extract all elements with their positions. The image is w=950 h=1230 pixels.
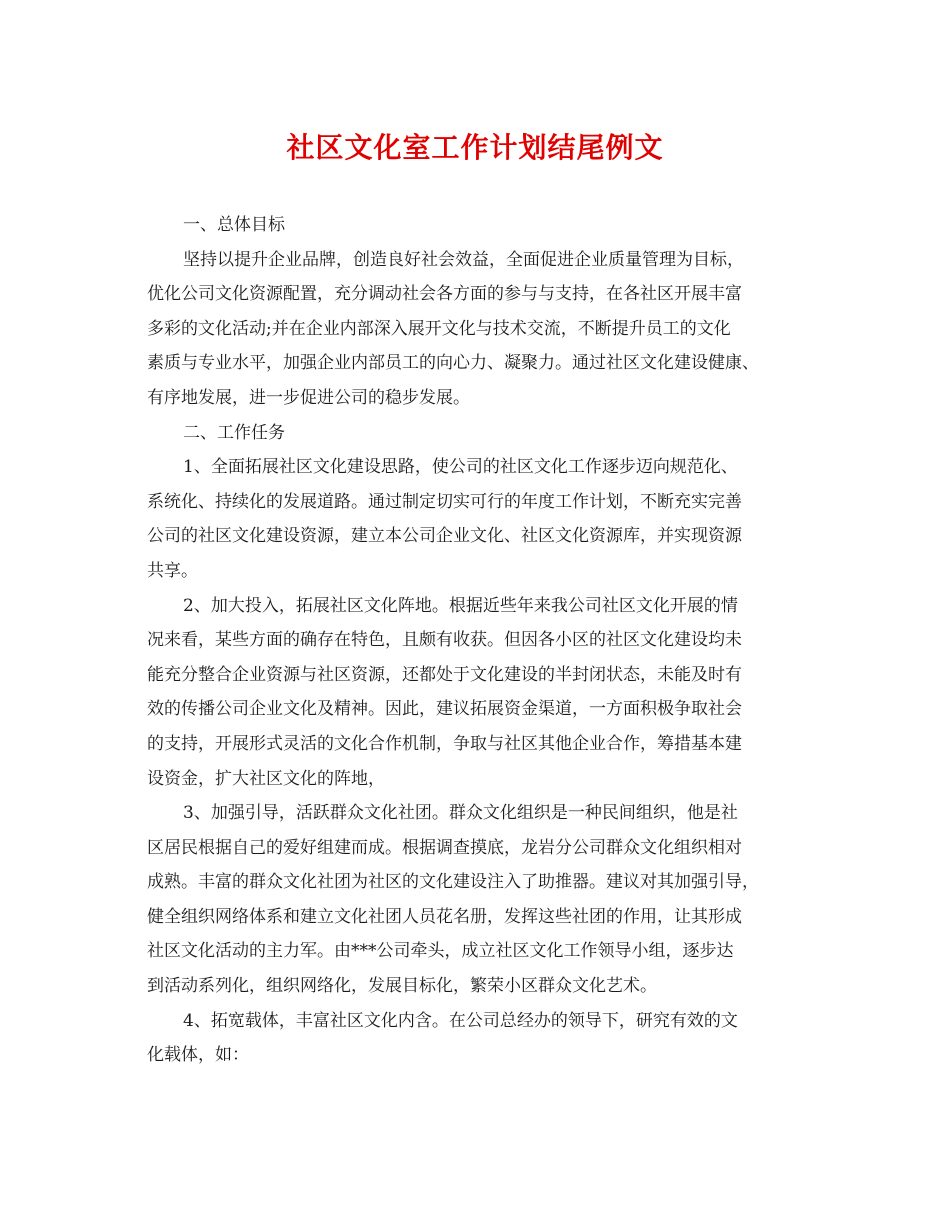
body-line: 一、总体目标	[183, 215, 285, 235]
body-line: 化载体，如：	[147, 1045, 249, 1066]
body-line: 素质与专业水平，加强企业内部员工的向心力、凝聚力。通过社区文化建设健康、	[147, 353, 759, 374]
body-line: 效的传播公司企业文化及精神。因此，建议拓展资金渠道，一方面积极争取社会	[147, 699, 742, 720]
body-line: 公司的社区文化建设资源，建立本公司企业文化、社区文化资源库，并实现资源	[147, 526, 742, 547]
body-line: 有序地发展，进一步促进公司的稳步发展。	[147, 387, 470, 408]
body-line: 系统化、持续化的发展道路。通过制定切实可行的年度工作计划，不断充实完善	[147, 491, 742, 512]
body-line: 成熟。丰富的群众文化社团为社区的文化建设注入了助推器。建议对其加强引导，	[147, 872, 759, 893]
document-body	[147, 208, 817, 1073]
body-line: 2、加大投入，拓展社区文化阵地。根据近些年来我公司社区文化开展的情	[183, 595, 738, 616]
body-line: 社区文化活动的主力军。由***公司牵头，成立社区文化工作领导小组，逐步达	[147, 941, 734, 962]
body-line: 能充分整合企业资源与社区资源，还都处于文化建设的半封闭状态，未能及时有	[147, 664, 742, 685]
body-line: 多彩的文化活动;并在企业内部深入展开文化与技术交流，不断提升员工的文化	[147, 318, 731, 339]
body-line: 4、拓宽载体，丰富社区文化内含。在公司总经办的领导下，研究有效的文	[183, 1010, 738, 1031]
body-line: 共享。	[147, 560, 198, 581]
document-title: 社区文化室工作计划结尾例文	[286, 131, 664, 164]
body-line: 3、加强引导，活跃群众文化社团。群众文化组织是一种民间组织，他是社	[183, 803, 738, 824]
body-line: 1、全面拓展社区文化建设思路，使公司的社区文化工作逐步迈向规范化、	[183, 457, 738, 478]
body-line: 坚持以提升企业品牌，创造良好社会效益，全面促进企业质量管理为目标，	[183, 249, 744, 270]
body-line: 况来看，某些方面的确存在特色，且颇有收获。但因各小区的社区文化建设均未	[147, 630, 742, 651]
body-line: 设资金，扩大社区文化的阵地，	[147, 768, 385, 789]
body-line: 到活动系列化，组织网络化，发展目标化，繁荣小区群众文化艺术。	[147, 976, 657, 997]
body-line: 二、工作任务	[183, 422, 285, 443]
body-line: 区居民根据自己的爱好组建而成。根据调查摸底，龙岩分公司群众文化组织相对	[147, 837, 742, 858]
body-line: 优化公司文化资源配置，充分调动社会各方面的参与与支持，在各社区开展丰富	[147, 284, 742, 305]
body-line: 健全组织网络体系和建立文化社团人员花名册，发挥这些社团的作用，让其形成	[147, 906, 742, 927]
body-line: 的支持，开展形式灵活的文化合作机制，争取与社区其他企业合作，筹措基本建	[147, 733, 742, 754]
